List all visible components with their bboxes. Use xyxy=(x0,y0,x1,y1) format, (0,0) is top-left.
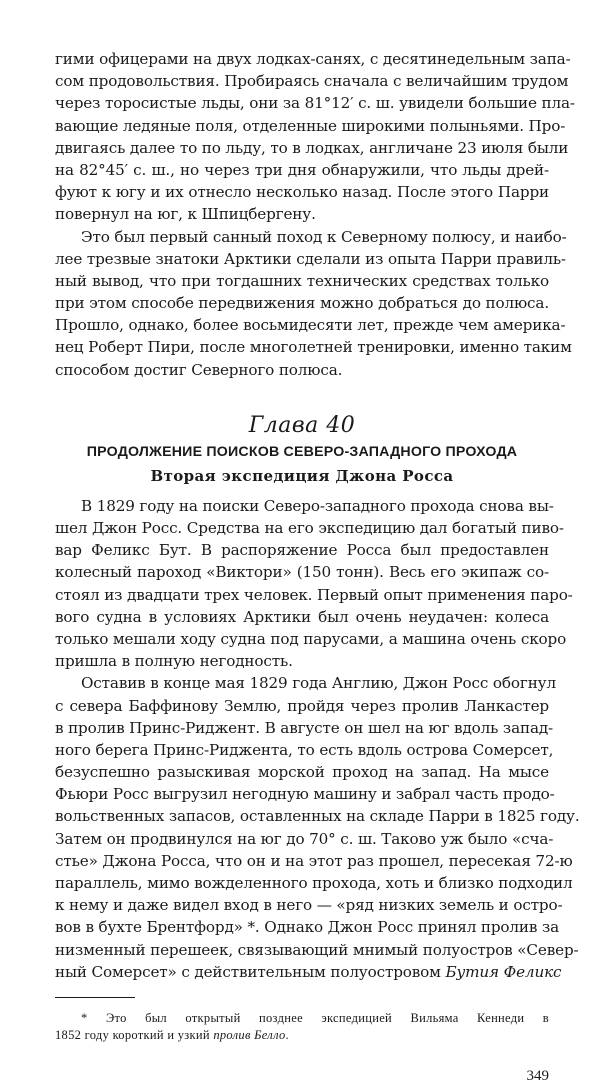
text-line: вающие ледяные поля, отделенные широкими полыньями. Про- xyxy=(55,116,566,135)
text-line: пришла в полную негодность. xyxy=(55,652,293,671)
text-line: лее трезвые знатоки Арктики сделали из опыта Парри правиль- xyxy=(55,249,566,268)
paragraph-first-sledge-trip xyxy=(55,226,572,381)
chapter-title: ПРОДОЛЖЕНИЕ ПОИСКОВ СЕВЕРО-ЗАПАДНОГО ПРОХОДА xyxy=(86,443,518,460)
footnote-divider xyxy=(55,997,135,998)
text-line: двигаясь далее то по льду, то в лодках, англичане 23 июля были xyxy=(55,138,569,157)
paragraph-continuation xyxy=(55,48,575,226)
text-line: ного берега Принс-Риджента, то есть вдоль острова Сомерсет, xyxy=(55,740,554,759)
text-line: вольственных запасов, оставленных на складе Парри в 1825 году. xyxy=(55,807,580,826)
text-line: только мешали ходу судна под парусами, а машина очень скоро xyxy=(55,629,567,648)
text-line: вого судна в условиях Арктики был очень неудачен: колеса xyxy=(55,607,549,626)
chapter-label: Глава 40 xyxy=(248,412,356,438)
text-line: Фьюри Росс выгрузил негодную машину и забрал часть продо- xyxy=(55,785,555,804)
paragraph-ross-expedition xyxy=(55,495,573,673)
text-line: колесный пароход «Виктори» (150 тонн). Весь его экипаж со- xyxy=(55,563,549,582)
book-page xyxy=(55,48,580,1085)
footnote xyxy=(55,1010,549,1044)
text-span: 1852 году короткий и узкий xyxy=(55,1027,214,1042)
page-number: 349 xyxy=(526,1067,549,1084)
text-line: вар Феликс Бут. В распоряжение Росса был предоставлен xyxy=(55,541,549,560)
paragraph-voyage xyxy=(55,672,580,983)
text-line: через торосистые льды, они за 81°12′ с. ш. увидели большие пла- xyxy=(55,94,575,113)
text-line: с севера Баффинову Землю, пройдя через пролив Ланкастер xyxy=(55,696,549,715)
text-line: Прошло, однако, более восьмидесяти лет, прежде чем америка- xyxy=(55,316,566,335)
text-line: Оставив в конце мая 1829 года Англию, Джон Росс обогнул xyxy=(81,674,556,693)
section-title: Вторая экспедиция Джона Росса xyxy=(150,466,454,485)
text-line: Это был первый санный поход к Северному полюсу, и наибо- xyxy=(81,227,567,246)
text-line: параллель, мимо вожделенного прохода, хоть и близко подходил xyxy=(55,874,573,892)
text-line: фуют к югу и их отнесло несколько назад. После этого Парри xyxy=(55,183,549,202)
text-line: сом продовольствия. Пробираясь сначала с величайшим трудом xyxy=(55,72,569,91)
text-line: стье» Джона Росса, что он и на этот раз прошел, пересекая 72-ю xyxy=(55,851,573,870)
text-line: гими офицерами на двух лодках-санях, с десятинедельным запа- xyxy=(55,50,571,68)
text-line: стоял из двадцати трех человек. Первый опыт применения паро- xyxy=(55,585,573,604)
text-line: способом достиг Северного полюса. xyxy=(55,360,343,379)
text-line xyxy=(55,961,562,983)
footnote-line xyxy=(55,1027,549,1044)
text-line: шел Джон Росс. Средства на его экспедицию дал богатый пиво- xyxy=(55,519,564,537)
italic-place-name: Бутия Феликс xyxy=(445,962,562,981)
text-line: безуспешно разыскивая морской проход на запад. На мысе xyxy=(55,763,549,782)
text-line: в пролив Принс-Риджент. В августе он шел на юг вдоль запад- xyxy=(55,718,554,737)
text-line: к нему и даже видел вход в него — «ряд низких земель и остро- xyxy=(55,896,563,915)
text-line: нец Роберт Пири, после многолетней тренировки, именно таким xyxy=(55,338,572,357)
text-line: при этом способе передвижения можно добраться до полюса. xyxy=(55,294,549,313)
text-line: Затем он продвинулся на юг до 70° с. ш. Таково уж было «сча- xyxy=(55,829,554,848)
text-line: ный вывод, что при тогдашних технических средствах только xyxy=(55,271,549,290)
text-line: на 82°45′ с. ш., но через три дня обнаружили, что льды дрей- xyxy=(55,160,549,179)
text-span: . xyxy=(285,1027,289,1042)
text-line: повернул на юг, к Шпицбергену. xyxy=(55,205,316,224)
text-line: вов в бухте Брентфорд» *. Однако Джон Росс принял пролив за xyxy=(55,918,560,937)
italic-strait-name: пролив Белло xyxy=(213,1027,286,1042)
text-span: ный Сомерсет» с действительным полуостровом xyxy=(55,962,446,981)
text-line: В 1829 году на поиски Северо-западного прохода снова вы- xyxy=(81,496,554,515)
text-line: низменный перешеек, связывающий мнимый полуостров «Север- xyxy=(55,940,579,959)
footnote-line: * Это был открытый позднее экспедицией Вильяма Кеннеди в xyxy=(81,1010,549,1025)
